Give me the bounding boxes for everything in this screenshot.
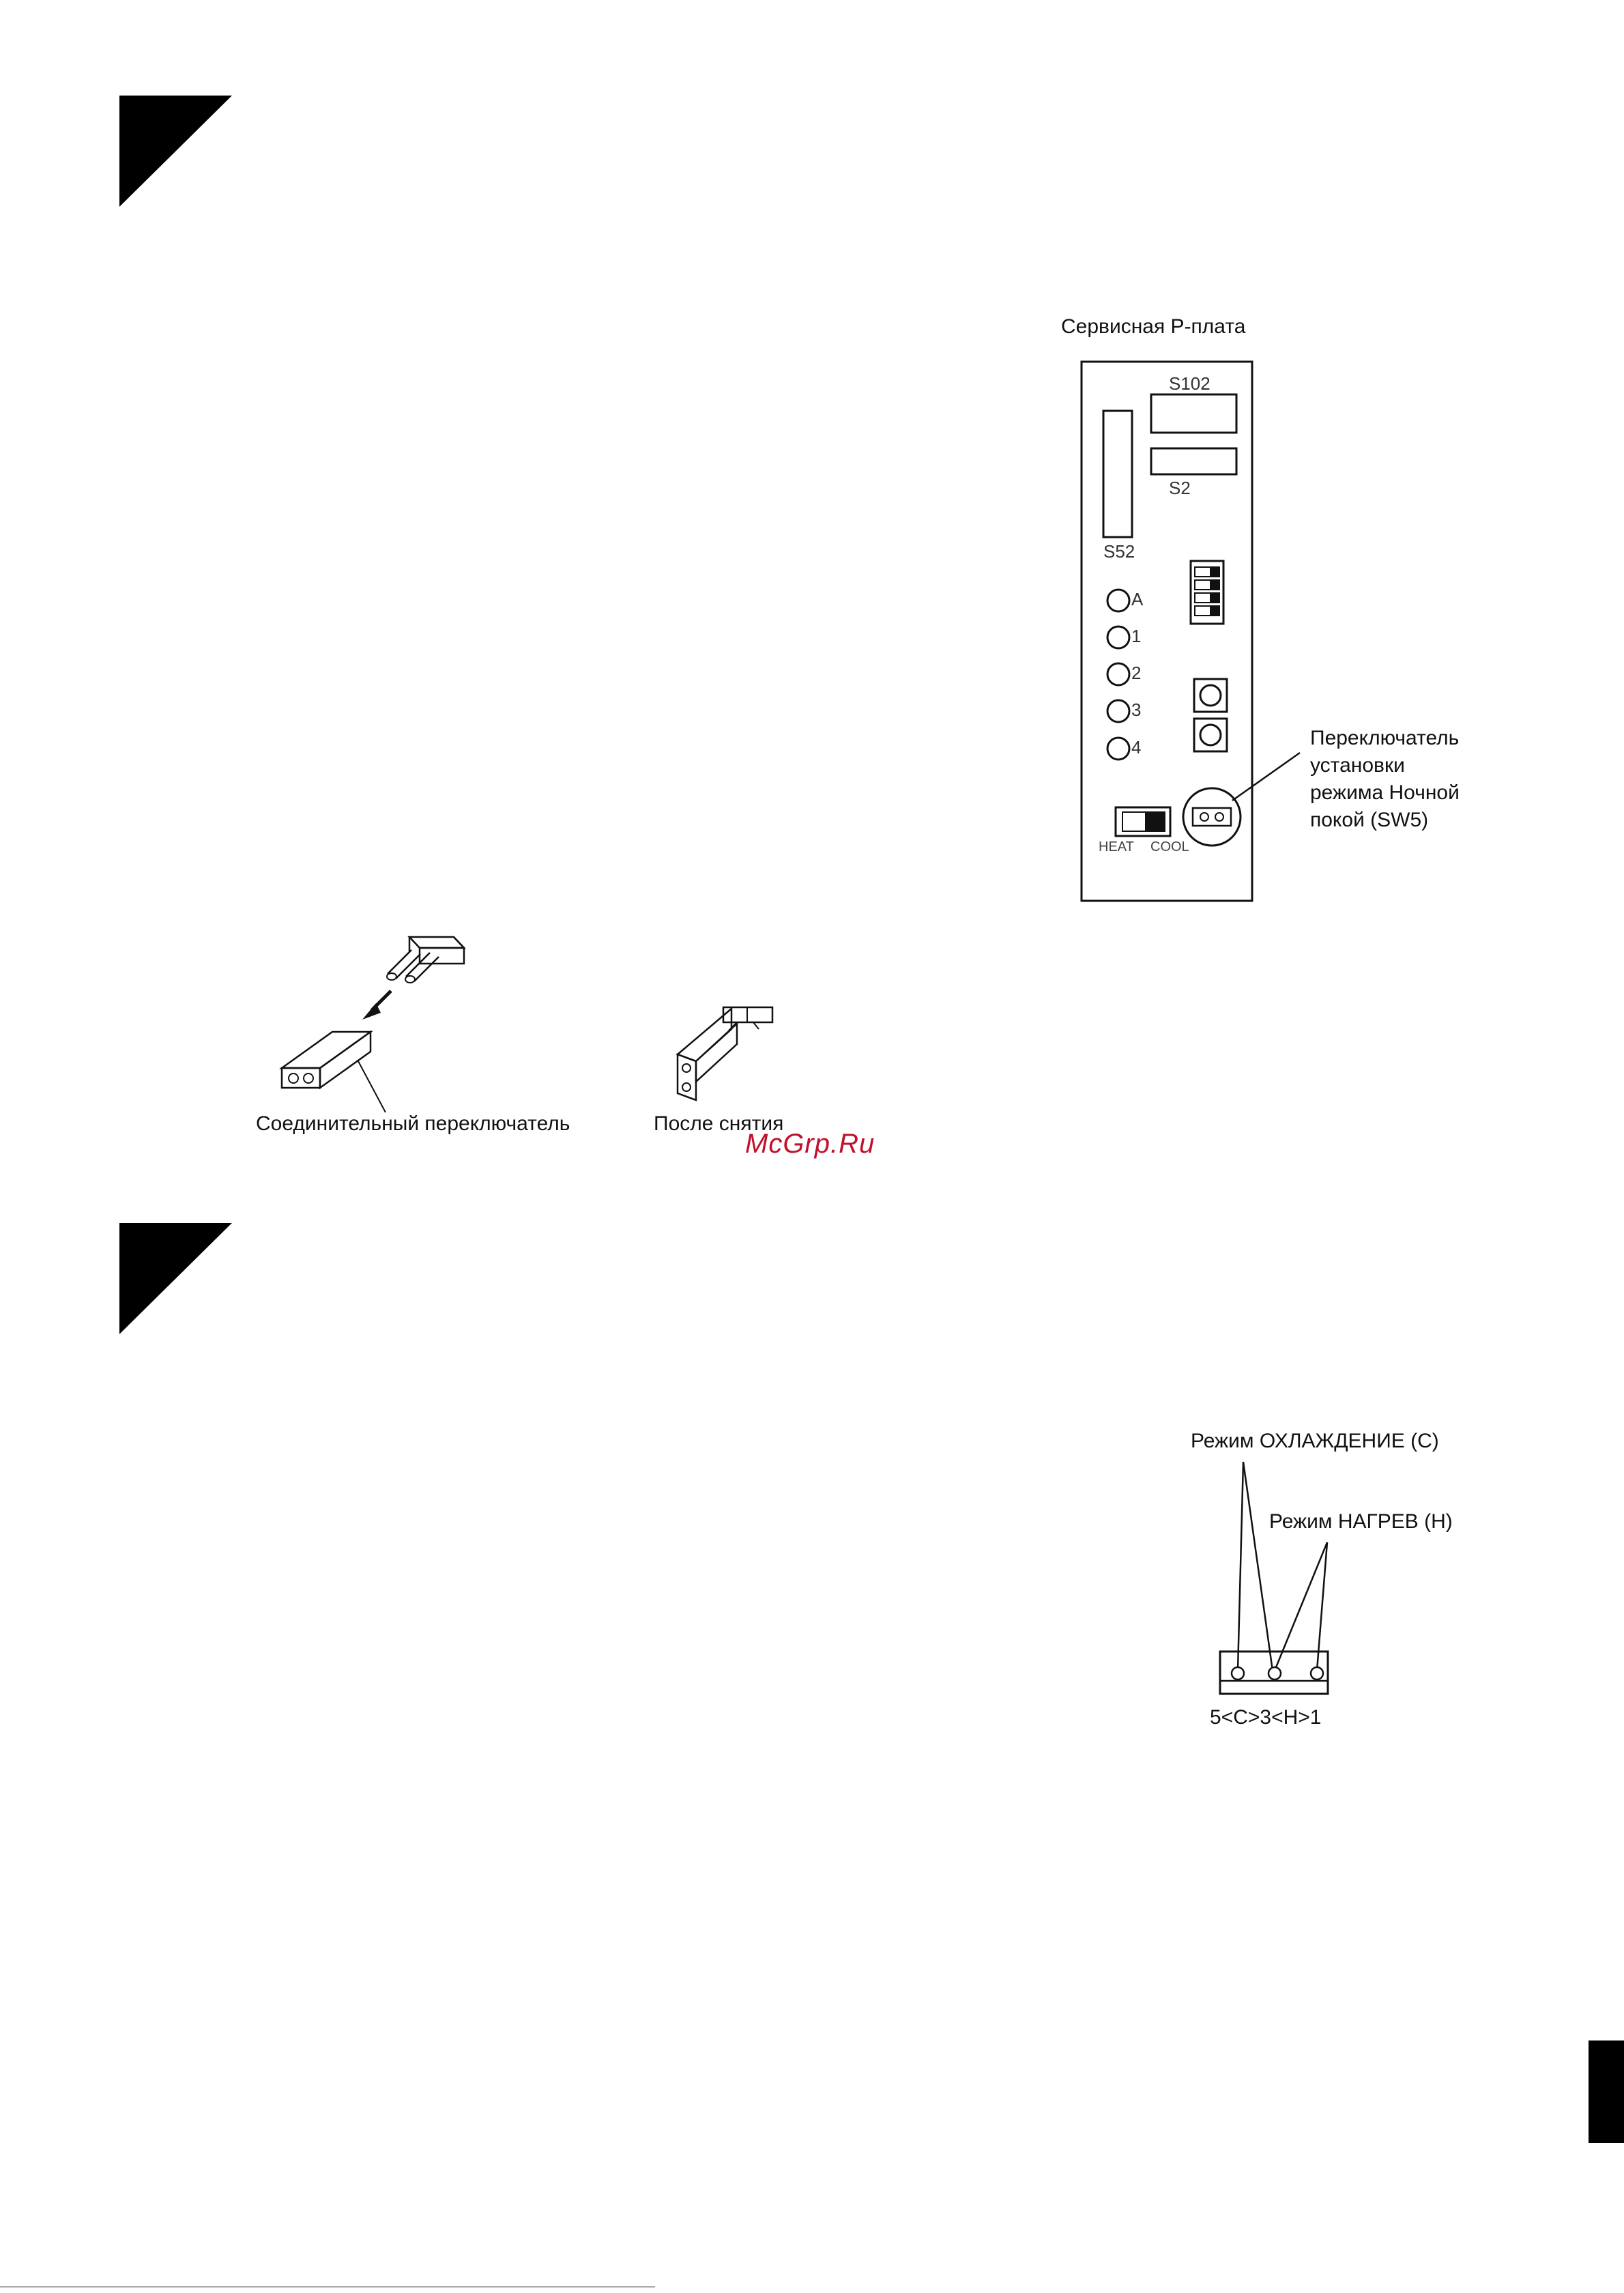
sw5-callout-line-2: установки	[1310, 754, 1405, 777]
terminal-pins-label: 5<C>3<H>1	[1210, 1706, 1322, 1729]
switch-heat-label: HEAT	[1099, 839, 1134, 854]
watermark: McGrp.Ru	[745, 1129, 875, 1159]
connector-s52-label: S52	[1103, 541, 1135, 562]
led-label-a: A	[1131, 589, 1144, 609]
jumper-switch-label: Соединительный переключатель	[256, 1112, 570, 1135]
page-edge-tab	[1589, 2040, 1624, 2143]
board-title: Сервисная Р-плата	[1061, 315, 1246, 338]
after-removal-label: После снятия	[654, 1112, 784, 1135]
led-label-1: 1	[1131, 626, 1142, 646]
sw5-callout-line-1: Переключатель	[1310, 727, 1460, 749]
connector-s102-label: S102	[1169, 373, 1210, 394]
led-label-2: 2	[1131, 663, 1142, 683]
led-label-4: 4	[1131, 737, 1142, 758]
sw5-callout-line-3: режима Ночной	[1310, 781, 1460, 804]
connector-s2-label: S2	[1169, 478, 1191, 498]
switch-cool-label: COOL	[1150, 839, 1189, 854]
led-label-3: 3	[1131, 700, 1142, 720]
sw5-callout-line-4: покой (SW5)	[1310, 809, 1429, 831]
heat-mode-label: Режим НАГРЕВ (Н)	[1269, 1510, 1453, 1533]
bottom-rule	[0, 2286, 655, 2288]
cool-mode-label: Режим ОХЛАЖДЕНИЕ (С)	[1191, 1430, 1439, 1452]
